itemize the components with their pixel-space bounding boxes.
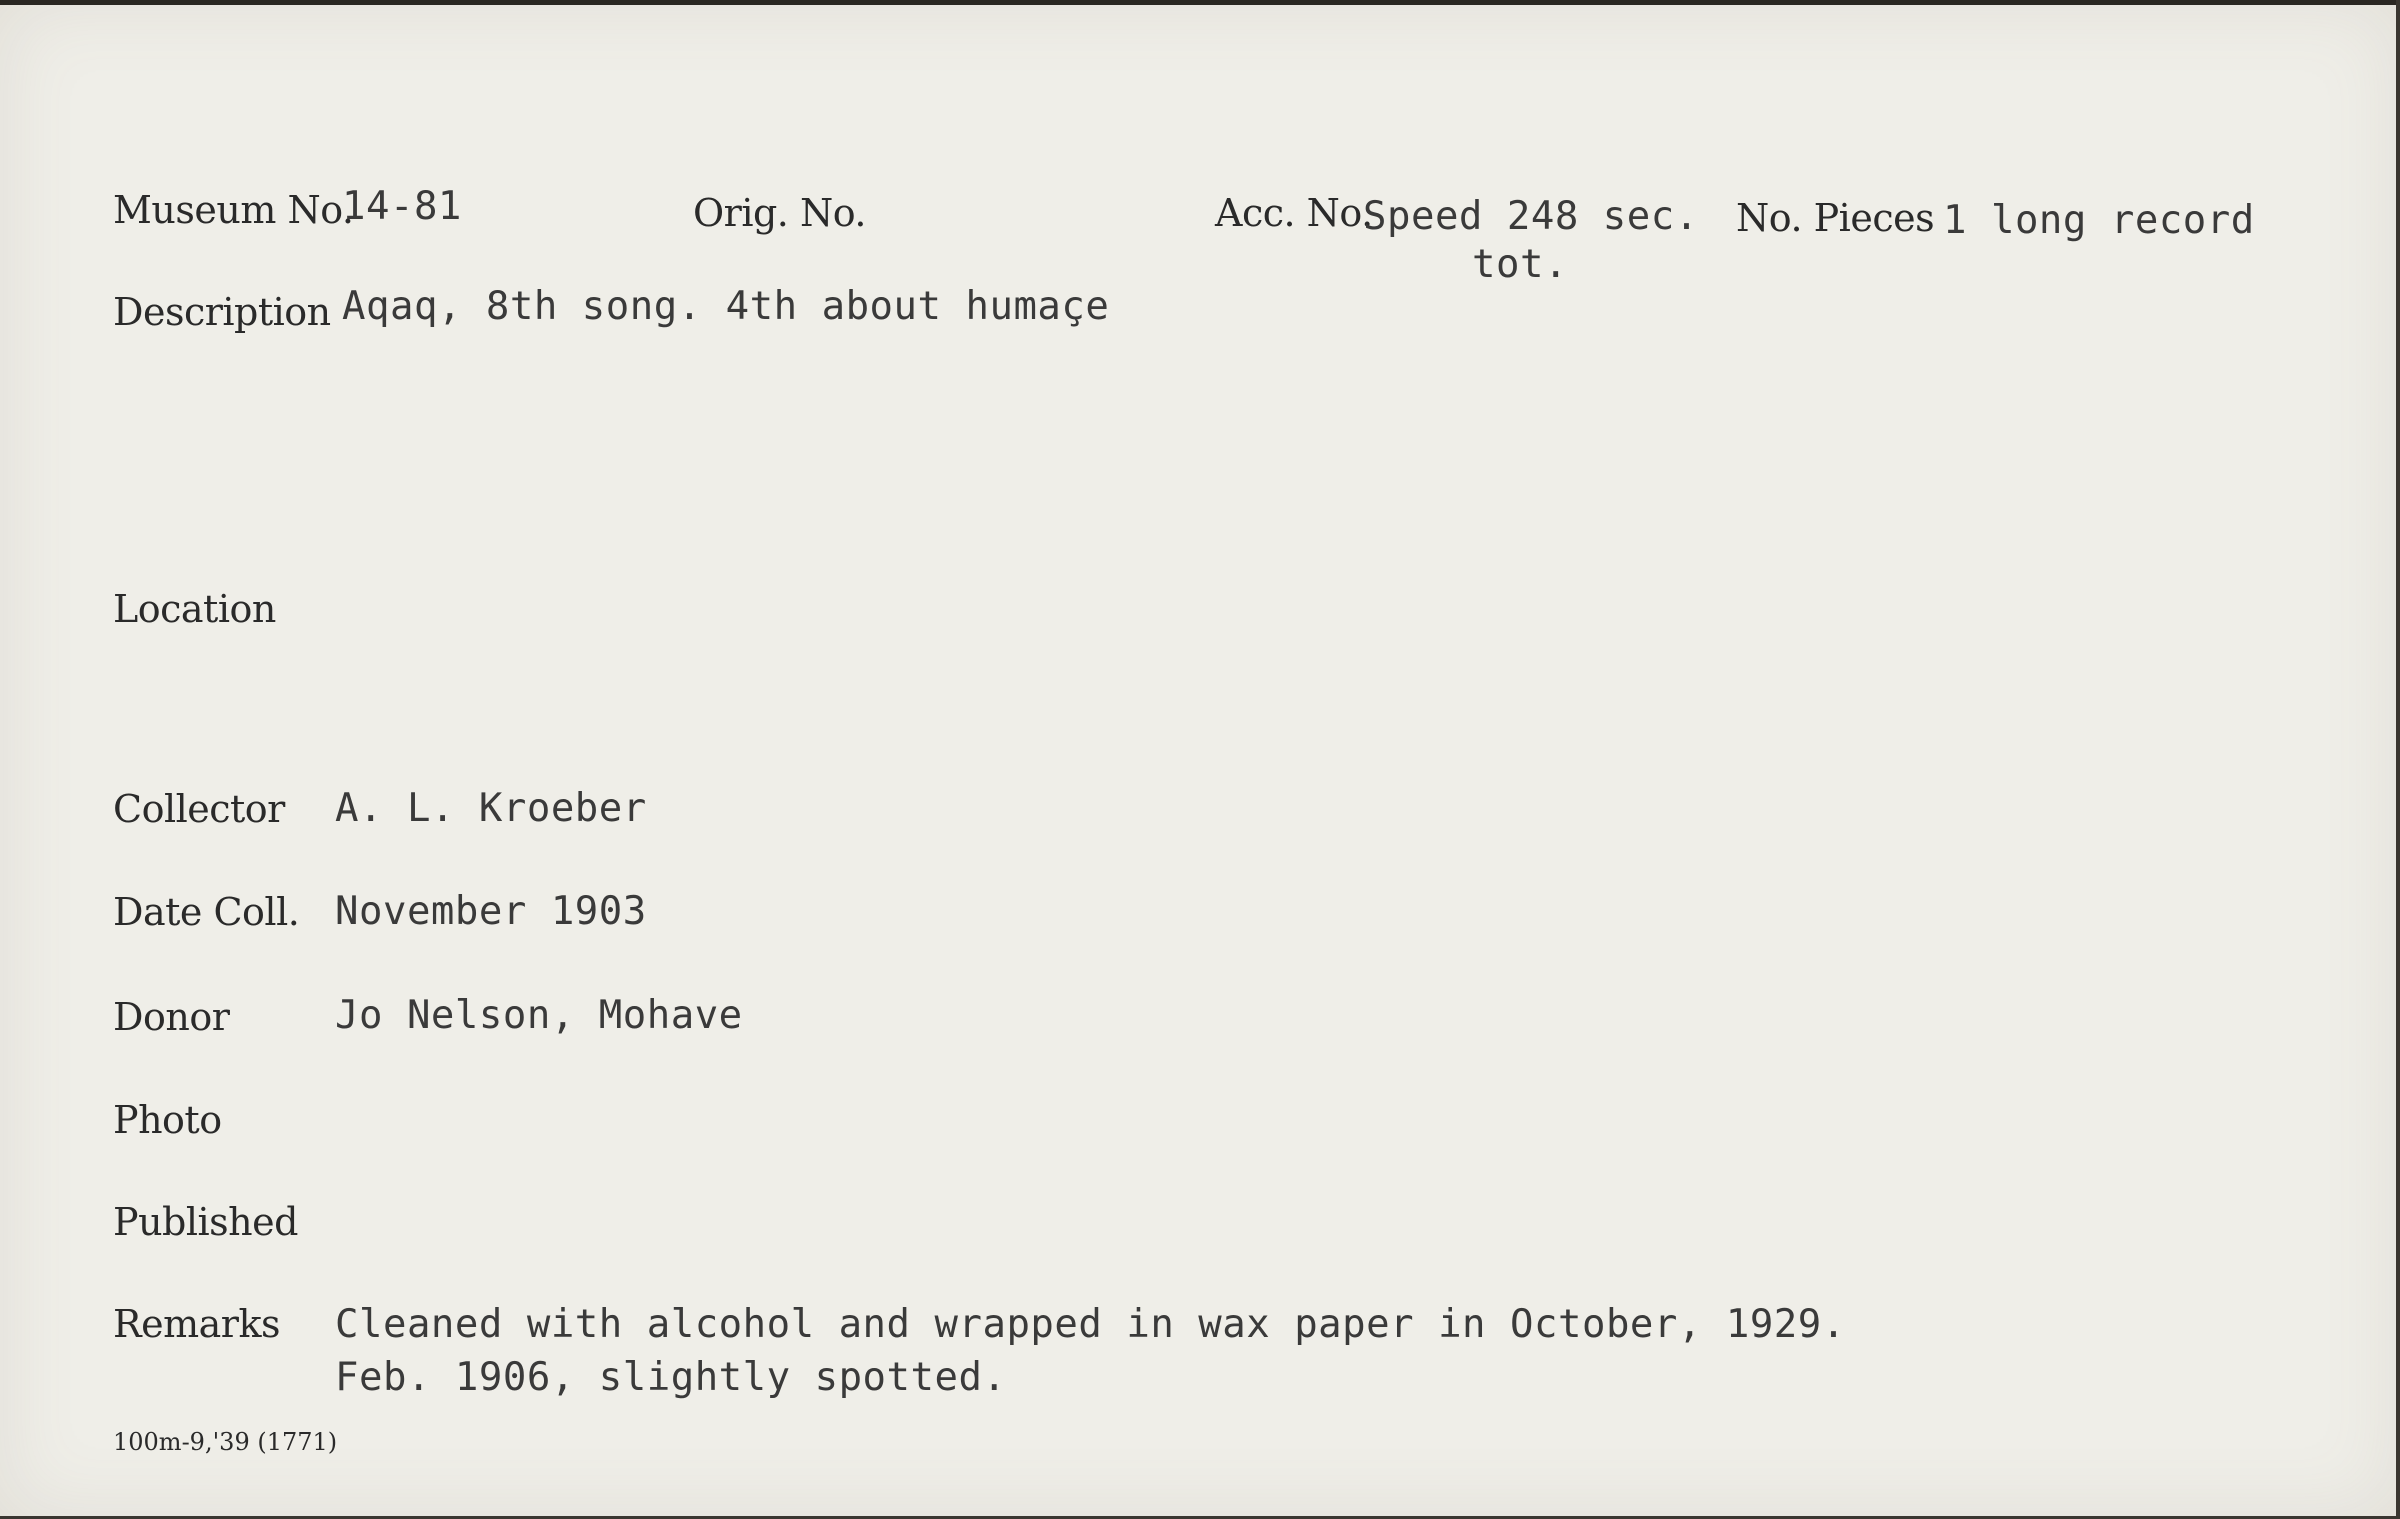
acc-no-value: Speed 248 sec.: [1363, 194, 1699, 239]
published-label: Published: [113, 1200, 298, 1244]
print-code: 100m-9,'39 (1771): [113, 1428, 338, 1456]
museum-no-value: 14-81: [342, 184, 462, 229]
collector-value: A. L. Kroeber: [335, 786, 647, 831]
donor-label: Donor: [113, 995, 230, 1039]
museum-no-label: Museum No.: [113, 188, 354, 232]
remarks-label: Remarks: [113, 1302, 280, 1346]
location-label: Location: [113, 587, 276, 631]
no-pieces-label: No. Pieces: [1736, 196, 1935, 240]
card-top-edge: [0, 0, 2400, 5]
remarks-line-1: Cleaned with alcohol and wrapped in wax paper in October, 1929.: [335, 1302, 1846, 1347]
date-coll-label: Date Coll.: [113, 890, 300, 934]
no-pieces-value: 1 long record: [1943, 198, 2255, 243]
card-right-edge: [2396, 0, 2400, 1519]
photo-label: Photo: [113, 1098, 222, 1142]
date-coll-value: November 1903: [335, 889, 647, 934]
orig-no-label: Orig. No.: [693, 191, 866, 235]
donor-value: Jo Nelson, Mohave: [335, 993, 743, 1038]
description-label: Description: [113, 290, 331, 334]
no-pieces-value-continued: tot.: [1472, 242, 1568, 287]
description-value: Aqaq, 8th song. 4th about humaçe: [342, 284, 1110, 329]
remarks-line-2: Feb. 1906, slightly spotted.: [335, 1355, 1007, 1400]
acc-no-label: Acc. No.: [1215, 191, 1373, 235]
collector-label: Collector: [113, 787, 285, 831]
